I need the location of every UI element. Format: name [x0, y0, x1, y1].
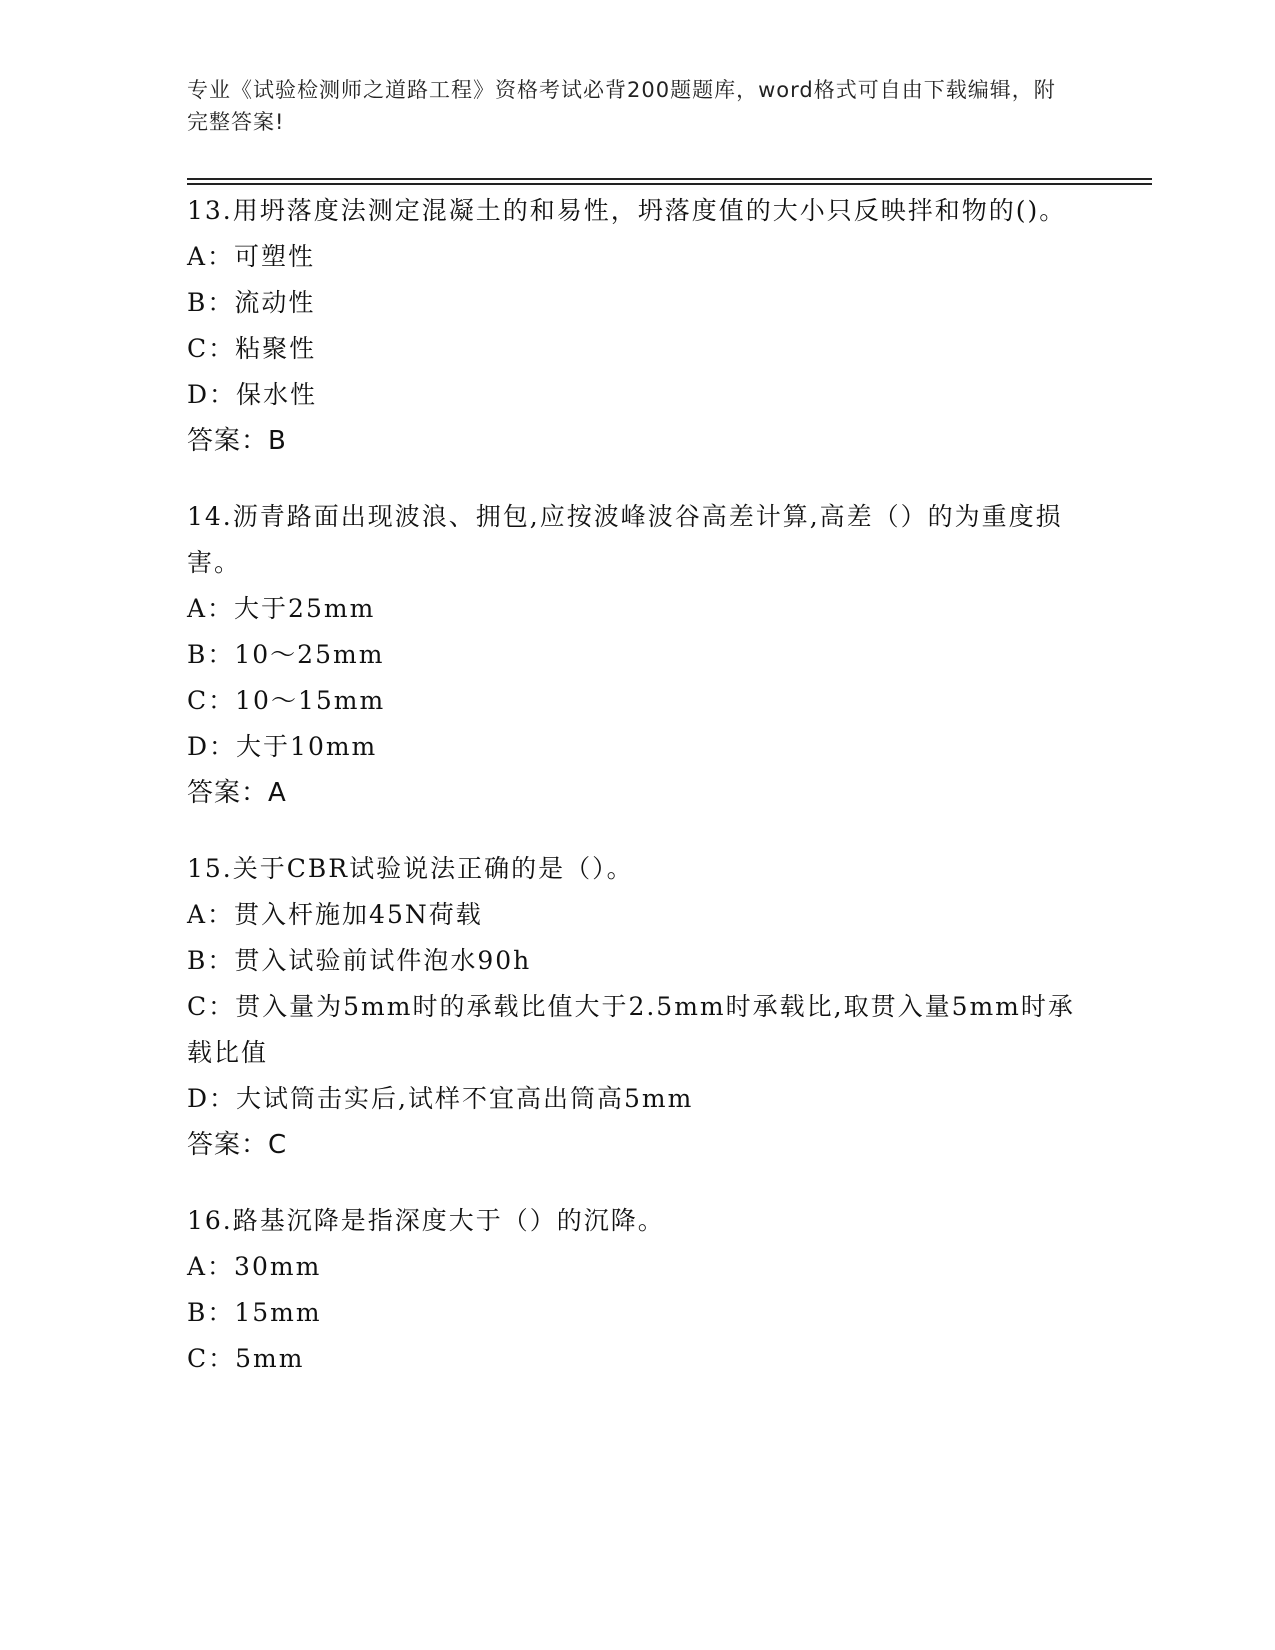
question-stem: 14.沥青路面出现波浪、拥包,应按波峰波谷高差计算,高差（）的为重度损害。	[187, 502, 1063, 577]
option-a: A：30mm	[187, 1252, 322, 1281]
question-16	[187, 1198, 1087, 1382]
option-b: B：10～25mm	[187, 640, 385, 669]
header-divider-bottom	[187, 183, 1152, 185]
option-b: B：流动性	[187, 288, 316, 317]
question-stem: 15.关于CBR试验说法正确的是（）。	[187, 854, 634, 883]
option-d: D：大于10mm	[187, 732, 378, 761]
option-c: C：10～15mm	[187, 686, 386, 715]
answer-line: 答案：C	[187, 1130, 288, 1160]
question-list	[187, 188, 1087, 1412]
option-a: A：贯入杆施加45N荷载	[187, 900, 483, 929]
question-15	[187, 846, 1087, 1168]
answer-line: 答案：B	[187, 426, 287, 456]
header-text: 专业《试验检测师之道路工程》资格考试必背200题题库，word格式可自由下载编辑，附完整答案!	[187, 78, 1056, 134]
option-b: B：贯入试验前试件泡水90h	[187, 946, 532, 975]
option-a: A：大于25mm	[187, 594, 376, 623]
document-header	[187, 74, 1067, 138]
question-stem: 16.路基沉降是指深度大于（）的沉降。	[187, 1206, 665, 1235]
option-a: A：可塑性	[187, 242, 316, 271]
question-13	[187, 188, 1087, 464]
header-divider-top	[187, 178, 1152, 180]
option-b: B：15mm	[187, 1298, 322, 1327]
option-c: C：5mm	[187, 1344, 305, 1373]
question-stem: 13.用坍落度法测定混凝土的和易性，坍落度值的大小只反映拌和物的()。	[187, 196, 1067, 225]
option-d: D：保水性	[187, 380, 318, 409]
answer-line: 答案：A	[187, 778, 287, 808]
option-c: C：粘聚性	[187, 334, 317, 363]
option-c: C：贯入量为5mm时的承载比值大于2.5mm时承载比,取贯入量5mm时承载比值	[187, 992, 1075, 1067]
question-14	[187, 494, 1087, 816]
option-d: D：大试筒击实后,试样不宜高出筒高5mm	[187, 1084, 694, 1113]
